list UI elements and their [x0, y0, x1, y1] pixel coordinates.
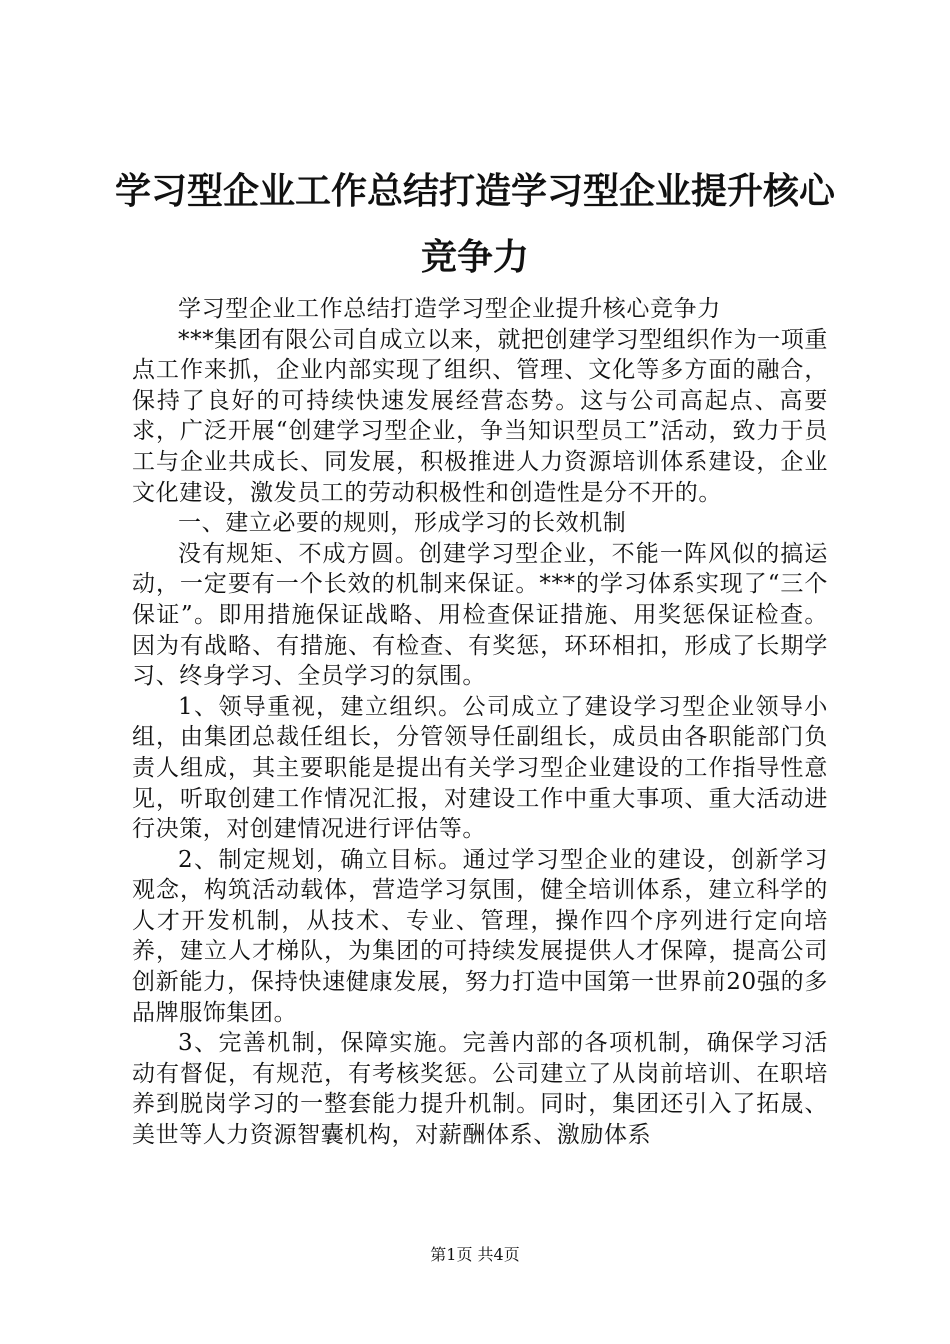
paragraph-rules: 没有规矩、不成方圆。创建学习型企业，不能一阵风似的搞运动，一定要有一个长效的机制来保证。***的学习体系实现了“三个保证”。即用措施保证战略、用检查保证措施、用奖惩保证检查。因为有战略、有措施、有检查、有奖惩，环环相扣，形成了长期学习、终身学习、全员学习的氛围。 — [132, 540, 828, 690]
paragraph-item-3: 3、完善机制，保障实施。完善内部的各项机制，确保学习活动有督促，有规范，有考核奖惩。公司建立了从岗前培训、在职培养到脱岗学习的一整套能力提升机制。同时，集团还引入了拓晟、美世等人力资源智囊机构，对薪酬体系、激励体系 — [132, 1030, 828, 1149]
paragraph-intro: ***集团有限公司自成立以来，就把创建学习型组织作为一项重点工作来抓，企业内部实现了组织、管理、文化等多方面的融合，保持了良好的可持续快速发展经营态势。这与公司高起点、高要求，广泛开展“创建学习型企业，争当知识型员工”活动，致力于员工与企业共成长、同发展，积极推进人力资源培训体系建设，企业文化建设，激发员工的劳动积极性和创造性是分不开的。 — [132, 326, 828, 506]
paragraph-subtitle: 学习型企业工作总结打造学习型企业提升核心竞争力 — [178, 296, 721, 322]
page-footer: 第1页 共4页 — [430, 1245, 520, 1264]
document-body — [132, 294, 828, 1151]
paragraph-item-1: 1、领导重视，建立组织。公司成立了建设学习型企业领导小组，由集团总裁任组长，分管领导任副组长，成员由各职能部门负责人组成，其主要职能是提出有关学习型企业建设的工作指导性意见，听取创建工作情况汇报，对建设工作中重大事项、重大活动进行决策，对创建情况进行评估等。 — [132, 693, 828, 843]
document-title: 学习型企业工作总结打造学习型企业提升核心竞争力 — [114, 170, 835, 278]
section-heading-1: 一、建立必要的规则，形成学习的长效机制 — [178, 510, 627, 537]
paragraph-item-2: 2、制定规划，确立目标。通过学习型企业的建设，创新学习观念，构筑活动载体，营造学习氛围，健全培训体系，建立科学的人才开发机制，从技术、专业、管理，操作四个序列进行定向培养，建立人才梯队，为集团的可持续发展提供人才保障，提高公司创新能力，保持快速健康发展，努力打造中国第一世界前20强的多品牌服饰集团。 — [132, 846, 828, 1026]
